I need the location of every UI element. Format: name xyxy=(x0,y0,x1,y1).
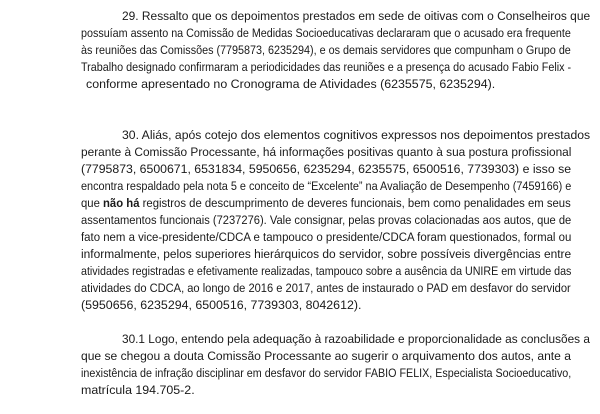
text-line: conforme apresentado no Cronograma de Atividades (6235575, 6235294). xyxy=(86,77,496,91)
text-line: atividades do CDCA, ao longo de 2016 e 2017, antes de instaurado o PAD em desfavor do servidor xyxy=(81,281,571,295)
text-line: 29. Ressalto que os depoimentos prestados em sede de oitivas com o Conselheiros que xyxy=(122,9,591,23)
text-line: 30. Aliás, após cotejo dos elementos cognitivos expressos nos depoimentos prestados xyxy=(122,128,591,142)
text-line: assentamentos funcionais (7237276). Vale consignar, pelas provas colacionadas aos autos, que de xyxy=(81,213,572,227)
text-line xyxy=(81,195,571,212)
text-line: encontra respaldado pela nota 5 e conceito de “Excelente” na Avaliação de Desempenho (7459166) e xyxy=(81,179,572,193)
text-line: 30.1 Logo, entendo pela adequação à razoabilidade e proporcionalidade as conclusões a xyxy=(122,332,590,346)
text-line: às reuniões das Comissões (7795873, 6235294), e os demais servidores que compunham o Grupo de xyxy=(81,43,571,57)
bold-phrase: não há xyxy=(103,196,140,210)
text-line: matrícula 194.705-2. xyxy=(81,383,195,397)
text-line: (7795873, 6500671, 6531834, 5950656, 6235294, 6235575, 6500516, 7739303) e isso se xyxy=(81,162,572,176)
text-segment: que xyxy=(81,196,104,210)
text-line: (5950656, 6235294, 6500516, 7739303, 8042612). xyxy=(81,298,362,312)
text-segment: registros de descumprimento de deveres funcionais, bem como penalidades em seus xyxy=(139,196,571,210)
text-line: que se chegou a douta Comissão Processante ao sugerir o arquivamento dos autos, ante a xyxy=(81,349,571,363)
text-line: fato nem a vice-presidente/CDCA e tampouco o presidente/CDCA foram questionados, formal ou xyxy=(81,230,572,244)
text-line: informalmente, pelos superiores hierárquicos do servidor, sobre possíveis divergências entre xyxy=(81,247,572,261)
text-line: atividades registradas e efetivamente realizadas, tampouco sobre a ausência da UNIRE em virtude das xyxy=(81,264,572,278)
text-line: inexistência de infração disciplinar em desfavor do servidor FABIO FELIX, Especialista Socioeducativo, xyxy=(81,366,572,380)
text-line: Trabalho designado confirmaram a periodicidades das reuniões e a presença do acusado Fabio Felix - xyxy=(81,60,572,74)
text-line: perante à Comissão Processante, há informações positivas quanto à sua postura profissional xyxy=(81,145,572,159)
text-line: possuíam assento na Comissão de Medidas Socioeducativas declararam que o acusado era frequente xyxy=(81,26,571,40)
